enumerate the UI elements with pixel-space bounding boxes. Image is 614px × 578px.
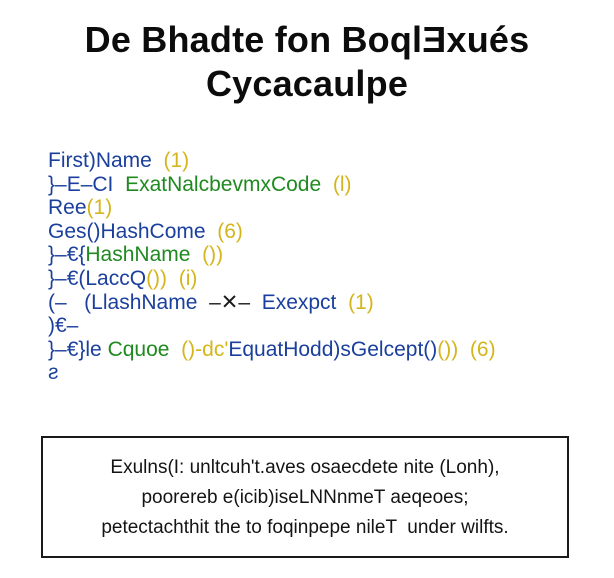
code-token: Ges()HashCome: [48, 219, 218, 243]
code-listing: [48, 149, 588, 385]
code-line: [48, 220, 588, 244]
code-token: Ree: [48, 196, 87, 220]
code-token: ƨ: [48, 361, 59, 385]
code-line: [48, 291, 588, 315]
code-line: [48, 361, 588, 385]
code-token: }–€{: [48, 243, 86, 267]
code-token: ()): [202, 243, 224, 267]
code-line: [48, 173, 588, 197]
code-token: ExatNalcbevmxCode: [125, 172, 333, 196]
code-token: (– (LlashName: [48, 290, 210, 314]
code-token: (1): [348, 290, 374, 314]
code-token: (): [181, 337, 196, 361]
code-token: HashName: [85, 243, 203, 267]
code-line: [48, 267, 588, 291]
code-line: [48, 243, 588, 267]
title-line-2: Cycacaulpe: [205, 63, 409, 104]
code-token: (6): [217, 219, 243, 243]
code-token: EquatHodd)sGelcept(): [228, 337, 438, 361]
code-token: }–E–CI: [48, 172, 126, 196]
code-token: (l): [332, 172, 352, 196]
code-token: (6): [469, 337, 496, 361]
note-line-3: petectachthit the to foqinpepe nileT under wilfts.: [101, 517, 509, 538]
code-token: First)Name: [48, 149, 164, 172]
code-token: (1): [86, 196, 113, 220]
code-token: Exexpct: [261, 290, 349, 314]
note-line-1: Exulns(I: unltcuh't.aves osaecdete nite (Lonh),: [110, 457, 500, 478]
title-line-1: De Bhadte fon BoqlƎxués: [84, 19, 530, 60]
code-token: (1): [163, 149, 190, 172]
code-token: -dc': [195, 337, 229, 361]
code-token: }–€}le: [48, 337, 108, 361]
code-token: (i): [178, 266, 198, 290]
code-line: [48, 338, 588, 362]
note-line-2: poorereb e(icib)iseLNNnmeT aeqeoes;: [141, 487, 469, 508]
page-title: [0, 18, 614, 106]
code-line: [48, 196, 588, 220]
code-token: –✕–: [209, 290, 262, 314]
code-token: }–€(LaccQ: [48, 266, 147, 290]
note-box: [41, 436, 569, 558]
code-token: ()): [146, 266, 179, 290]
code-token: Cquoe: [107, 337, 182, 361]
code-token: )€–: [48, 314, 79, 338]
code-token: ()): [437, 337, 470, 361]
code-line: [48, 149, 588, 173]
code-line: [48, 314, 588, 338]
